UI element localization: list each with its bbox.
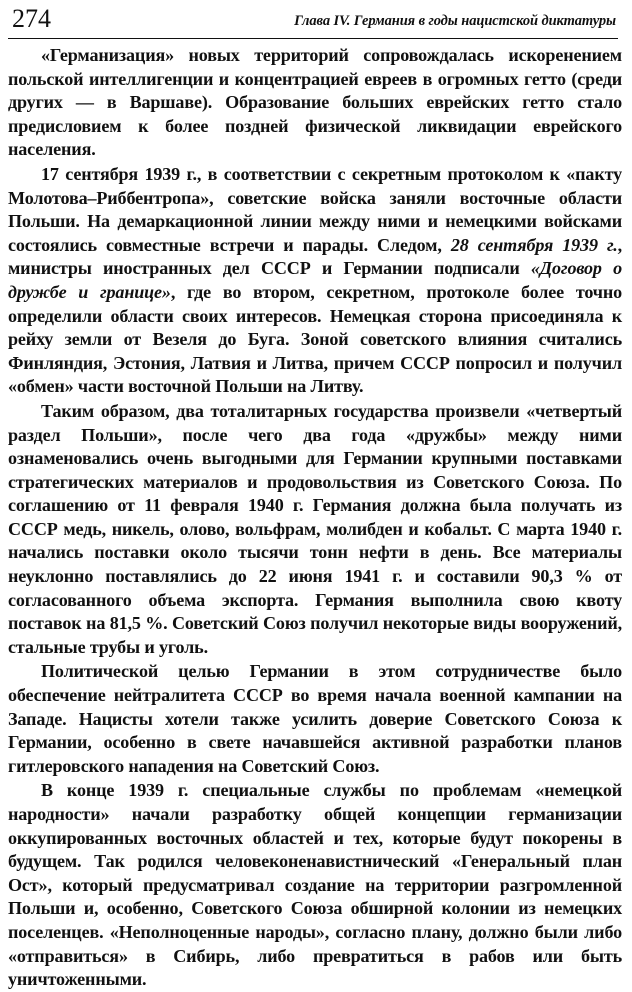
paragraph-4 [8,660,622,778]
text-segment: 17 сентября 1939 г., в соответствии с секретным протоколом к «пакту Молотова–Риббентропа», советские войска заняли восточные области Польши. На демаркационной линии между ними и немецкими войсками состоялись совместные встречи и парады. Следом, [8,163,622,255]
text-segment: В конце 1939 г. специальные службы по проблемам «немецкой народности» начали разработку общей концепции германизации оккупированных восточных областей и тех, которые будут покорены в будущем. Так родился человеконенавистнический «Генеральный план Ост», который предусматривал создание на территории разгромленной Польши и, особенно, Советского Союза обширной колонии из немецких поселенцев. «Неполноценные народы», согласно плану, должно были либо «отправиться» в Сибирь, либо превратиться в рабов или быть уничтоженными. [8,780,622,990]
text-segment: Политической целью Германии в этом сотрудничестве было обеспечение нейтралитета СССР во время начала военной кампании на Западе. Нацисты хотели также усилить доверие Советского Союза к Германии, особенно в свете начавшейся активной разработки планов гитлеровского нападения на Советский Союз. [8,661,622,776]
paragraph-2 [8,163,622,399]
italic-date: 28 сентября 1939 г. [450,234,618,255]
body-text [8,44,622,992]
running-chapter-title: Глава IV. Германия в годы нацистской диктатуры [294,13,616,29]
paragraph-5 [8,779,622,991]
text-segment: «Германизация» новых территорий сопровождалась искоренением польской интеллигенции и концентрацией евреев в огромных гетто (среди других — в Варшаве). Образование больших еврейских гетто стало предисловием к более поздней физической ликвидации еврейского населения. [8,45,622,160]
paragraph-1 [8,44,622,162]
text-segment: , где во втором, секретном, протоколе более точно определили области своих интересов. Немецкая сторона присоединяла к рейху земли от Везеля до Буга. Зоной советского влияния считались Финляндия, Эстония, Латвия и Литва, причем СССР попросил и получил «обмен» части восточной Польши на Литву. [8,281,623,397]
text-segment: , министры иностранных дел СССР и Германии подписали [8,234,622,279]
paragraph-3 [8,400,622,660]
page-number: 274 [12,4,51,33]
page-header [8,2,618,39]
text-segment: Таким образом, два тоталитарных государства произвели «четвертый раздел Польши», после чего два года «дружбы» между ними ознаменовались очень выгодными для Германии крупными поставками стратегических материалов и продовольствия из Советского Союза. По соглашению от 11 февраля 1940 г. Германия должна была получать из СССР медь, никель, олово, вольфрам, молибден и кобальт. С марта 1940 г. начались поставки около тысячи тонн нефти в день. Все материалы неуклонно поставлялись до 22 июня 1941 г. и составили 90,3 % от согласованного объема экспорта. Германия выполнила свою квоту поставок на 81,5 %. Советский Союз получил некоторые виды вооружений, стальные трубы и уголь. [8,400,622,657]
italic-treaty-title: «Договор о дружбе и границе» [8,258,622,302]
